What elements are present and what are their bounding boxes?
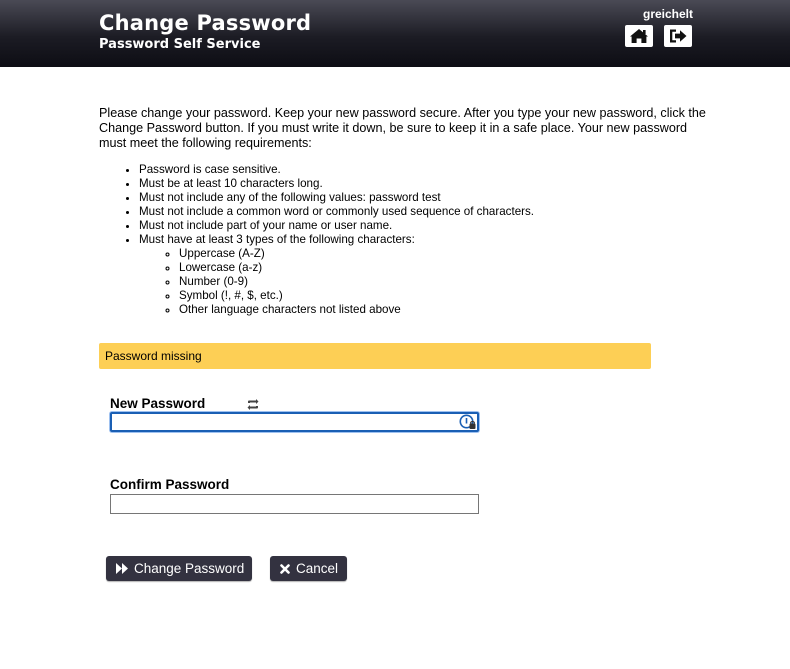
char-type-item: ◦ Lowercase (a-z) — [179, 261, 739, 275]
page-subtitle: Password Self Service — [99, 37, 261, 52]
char-type-item: ◦ Other language characters not listed above — [179, 303, 739, 317]
fast-forward-icon — [116, 563, 128, 574]
change-password-button[interactable] — [106, 556, 252, 581]
requirement-item: • Must not include any of the following values: password test — [139, 191, 739, 205]
password-manager-icon[interactable] — [459, 414, 476, 430]
requirement-item-char-types — [139, 233, 739, 317]
new-password-input[interactable] — [110, 412, 479, 432]
requirement-item: • Must be at least 10 characters long. — [139, 177, 739, 191]
page-title: Change Password — [99, 11, 312, 35]
requirement-item-label: Must have at least 3 types of the following characters: — [139, 233, 415, 246]
change-password-button-label: Change Password — [134, 561, 245, 576]
requirement-item: • Must not include part of your name or user name. — [139, 219, 739, 233]
cancel-button-label: Cancel — [296, 561, 339, 576]
requirement-item: • Must not include a common word or commonly used sequence of characters. — [139, 205, 739, 219]
confirm-password-label: Confirm Password — [110, 477, 230, 492]
close-icon — [280, 564, 290, 574]
char-type-item: ◦ Symbol (!, #, $, etc.) — [179, 289, 739, 303]
home-icon — [629, 28, 649, 44]
requirements-list — [99, 163, 739, 317]
password-missing-alert: Password missing — [99, 343, 651, 369]
char-type-item: ◦ Uppercase (A-Z) — [179, 247, 739, 261]
logout-icon — [668, 28, 688, 44]
refresh-icon[interactable] — [246, 398, 260, 411]
logout-button[interactable] — [664, 25, 692, 47]
confirm-password-input[interactable] — [110, 494, 479, 514]
char-types-list — [139, 247, 739, 317]
cancel-button[interactable] — [270, 556, 347, 581]
requirement-item: • Password is case sensitive. — [139, 163, 739, 177]
instructions-text: Please change your password. Keep your new password secure. After you type your new password, click the Change Password button. If you must write it down, be sure to keep it in a safe place. Your new password must meet the following requirements: — [99, 106, 706, 150]
home-button[interactable] — [625, 25, 653, 47]
page-header — [0, 0, 790, 67]
char-type-item: ◦ Number (0-9) — [179, 275, 739, 289]
new-password-label: New Password — [110, 396, 206, 411]
username-label: greichelt — [642, 7, 693, 21]
